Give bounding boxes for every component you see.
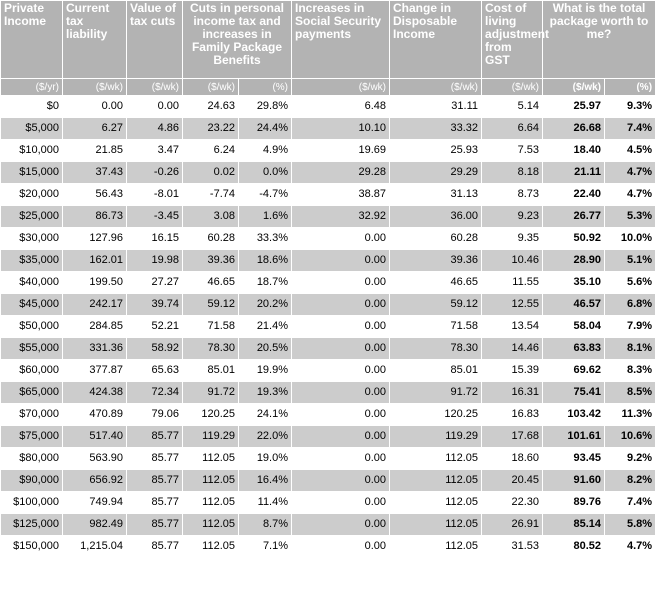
cell-cuts-personal: 112.05 <box>183 448 239 470</box>
cell-tax-cuts: 58.92 <box>127 338 183 360</box>
cell-ss-increase: 0.00 <box>292 272 390 294</box>
cell-gst-adjustment: 10.46 <box>482 250 543 272</box>
cell-cuts-personal-pct: 19.9% <box>239 360 292 382</box>
cell-total-value: 22.40 <box>543 184 605 206</box>
cell-gst-adjustment: 22.30 <box>482 492 543 514</box>
cell-total-value: 21.11 <box>543 162 605 184</box>
table-row <box>1 492 656 514</box>
cell-cuts-personal-pct: 0.0% <box>239 162 292 184</box>
table-row <box>1 536 656 558</box>
cell-private-income: $0 <box>1 96 63 118</box>
unit-wk-5: ($/wk) <box>390 79 482 96</box>
cell-tax-cuts: 65.63 <box>127 360 183 382</box>
cell-current-tax: 517.40 <box>63 426 127 448</box>
cell-total-value: 103.42 <box>543 404 605 426</box>
cell-cuts-personal-pct: 20.5% <box>239 338 292 360</box>
cell-gst-adjustment: 26.91 <box>482 514 543 536</box>
cell-disposable-change: 112.05 <box>390 536 482 558</box>
cell-tax-cuts: 19.98 <box>127 250 183 272</box>
cell-disposable-change: 39.36 <box>390 250 482 272</box>
cell-cuts-personal-pct: -4.7% <box>239 184 292 206</box>
cell-cuts-personal-pct: 18.6% <box>239 250 292 272</box>
cell-disposable-change: 31.11 <box>390 96 482 118</box>
cell-disposable-change: 29.29 <box>390 162 482 184</box>
cell-total-value: 101.61 <box>543 426 605 448</box>
cell-cuts-personal: 112.05 <box>183 514 239 536</box>
cell-cuts-personal-pct: 8.7% <box>239 514 292 536</box>
cell-disposable-change: 112.05 <box>390 470 482 492</box>
cell-ss-increase: 0.00 <box>292 338 390 360</box>
cell-ss-increase: 6.48 <box>292 96 390 118</box>
cell-private-income: $55,000 <box>1 338 63 360</box>
table-row <box>1 140 656 162</box>
cell-current-tax: 199.50 <box>63 272 127 294</box>
cell-total-pct: 8.2% <box>605 470 656 492</box>
cell-private-income: $100,000 <box>1 492 63 514</box>
cell-total-value: 63.83 <box>543 338 605 360</box>
cell-private-income: $15,000 <box>1 162 63 184</box>
cell-current-tax: 86.73 <box>63 206 127 228</box>
cell-disposable-change: 85.01 <box>390 360 482 382</box>
cell-disposable-change: 112.05 <box>390 448 482 470</box>
cell-ss-increase: 0.00 <box>292 294 390 316</box>
cell-total-value: 75.41 <box>543 382 605 404</box>
header-total: What is the total package worth to me? <box>543 1 656 79</box>
cell-current-tax: 242.17 <box>63 294 127 316</box>
cell-tax-cuts: 85.77 <box>127 536 183 558</box>
cell-gst-adjustment: 16.31 <box>482 382 543 404</box>
cell-gst-adjustment: 6.64 <box>482 118 543 140</box>
cell-disposable-change: 59.12 <box>390 294 482 316</box>
unit-yr: ($/yr) <box>1 79 63 96</box>
cell-cuts-personal-pct: 22.0% <box>239 426 292 448</box>
cell-disposable-change: 25.93 <box>390 140 482 162</box>
cell-total-pct: 8.1% <box>605 338 656 360</box>
cell-total-pct: 7.4% <box>605 492 656 514</box>
cell-current-tax: 563.90 <box>63 448 127 470</box>
cell-current-tax: 982.49 <box>63 514 127 536</box>
cell-cuts-personal: 24.63 <box>183 96 239 118</box>
cell-total-value: 18.40 <box>543 140 605 162</box>
cell-private-income: $90,000 <box>1 470 63 492</box>
cell-disposable-change: 36.00 <box>390 206 482 228</box>
cell-ss-increase: 0.00 <box>292 316 390 338</box>
cell-total-value: 69.62 <box>543 360 605 382</box>
cell-total-pct: 4.7% <box>605 162 656 184</box>
cell-gst-adjustment: 5.14 <box>482 96 543 118</box>
cell-total-value: 28.90 <box>543 250 605 272</box>
cell-ss-increase: 19.69 <box>292 140 390 162</box>
cell-total-pct: 11.3% <box>605 404 656 426</box>
cell-gst-adjustment: 31.53 <box>482 536 543 558</box>
cell-tax-cuts: 85.77 <box>127 426 183 448</box>
cell-tax-cuts: 85.77 <box>127 470 183 492</box>
cell-total-value: 85.14 <box>543 514 605 536</box>
cell-cuts-personal-pct: 11.4% <box>239 492 292 514</box>
cell-private-income: $80,000 <box>1 448 63 470</box>
cell-current-tax: 162.01 <box>63 250 127 272</box>
cell-cuts-personal: 3.08 <box>183 206 239 228</box>
cell-current-tax: 37.43 <box>63 162 127 184</box>
cell-private-income: $5,000 <box>1 118 63 140</box>
cell-current-tax: 56.43 <box>63 184 127 206</box>
cell-current-tax: 749.94 <box>63 492 127 514</box>
cell-tax-cuts: 3.47 <box>127 140 183 162</box>
cell-tax-cuts: 52.21 <box>127 316 183 338</box>
cell-total-value: 89.76 <box>543 492 605 514</box>
cell-cuts-personal: 112.05 <box>183 470 239 492</box>
cell-ss-increase: 0.00 <box>292 250 390 272</box>
cell-disposable-change: 120.25 <box>390 404 482 426</box>
cell-cuts-personal: -7.74 <box>183 184 239 206</box>
header-disposable: Change in Disposable Income <box>390 1 482 79</box>
cell-current-tax: 6.27 <box>63 118 127 140</box>
cell-private-income: $125,000 <box>1 514 63 536</box>
cell-total-pct: 8.3% <box>605 360 656 382</box>
cell-cuts-personal-pct: 33.3% <box>239 228 292 250</box>
table-row <box>1 448 656 470</box>
unit-wk-6: ($/wk) <box>482 79 543 96</box>
cell-ss-increase: 0.00 <box>292 492 390 514</box>
cell-tax-cuts: 85.77 <box>127 514 183 536</box>
table-row <box>1 250 656 272</box>
cell-disposable-change: 112.05 <box>390 514 482 536</box>
cell-total-pct: 9.3% <box>605 96 656 118</box>
table-row <box>1 184 656 206</box>
cell-gst-adjustment: 20.45 <box>482 470 543 492</box>
cell-cuts-personal: 71.58 <box>183 316 239 338</box>
cell-current-tax: 127.96 <box>63 228 127 250</box>
cell-gst-adjustment: 8.73 <box>482 184 543 206</box>
cell-cuts-personal-pct: 24.4% <box>239 118 292 140</box>
header-tax-cuts: Value of tax cuts <box>127 1 183 79</box>
cell-private-income: $40,000 <box>1 272 63 294</box>
cell-private-income: $45,000 <box>1 294 63 316</box>
cell-disposable-change: 46.65 <box>390 272 482 294</box>
cell-cuts-personal: 60.28 <box>183 228 239 250</box>
cell-gst-adjustment: 16.83 <box>482 404 543 426</box>
cell-private-income: $75,000 <box>1 426 63 448</box>
cell-total-pct: 4.7% <box>605 536 656 558</box>
unit-pct-1: (%) <box>239 79 292 96</box>
cell-tax-cuts: 16.15 <box>127 228 183 250</box>
cell-cuts-personal: 112.05 <box>183 536 239 558</box>
cell-total-pct: 6.8% <box>605 294 656 316</box>
cell-tax-cuts: 4.86 <box>127 118 183 140</box>
cell-total-value: 50.92 <box>543 228 605 250</box>
cell-cuts-personal-pct: 21.4% <box>239 316 292 338</box>
cell-cuts-personal-pct: 18.7% <box>239 272 292 294</box>
cell-tax-cuts: 85.77 <box>127 448 183 470</box>
cell-cuts-personal: 120.25 <box>183 404 239 426</box>
table-row <box>1 206 656 228</box>
header-ss-increase: Increases in Social Security payments <box>292 1 390 79</box>
cell-gst-adjustment: 11.55 <box>482 272 543 294</box>
header-gst: Cost of living adjustment from GST <box>482 1 543 79</box>
cell-disposable-change: 112.05 <box>390 492 482 514</box>
cell-total-value: 91.60 <box>543 470 605 492</box>
cell-current-tax: 284.85 <box>63 316 127 338</box>
unit-wk-4: ($/wk) <box>292 79 390 96</box>
cell-ss-increase: 0.00 <box>292 360 390 382</box>
cell-total-pct: 8.5% <box>605 382 656 404</box>
cell-cuts-personal-pct: 29.8% <box>239 96 292 118</box>
cell-total-pct: 9.2% <box>605 448 656 470</box>
header-current-tax: Current tax liability <box>63 1 127 79</box>
table-row <box>1 338 656 360</box>
cell-ss-increase: 10.10 <box>292 118 390 140</box>
cell-ss-increase: 0.00 <box>292 448 390 470</box>
cell-total-pct: 10.0% <box>605 228 656 250</box>
cell-current-tax: 21.85 <box>63 140 127 162</box>
cell-private-income: $20,000 <box>1 184 63 206</box>
cell-ss-increase: 0.00 <box>292 228 390 250</box>
cell-tax-cuts: 79.06 <box>127 404 183 426</box>
units-row <box>1 79 656 96</box>
cell-private-income: $30,000 <box>1 228 63 250</box>
cell-current-tax: 656.92 <box>63 470 127 492</box>
cell-tax-cuts: -3.45 <box>127 206 183 228</box>
cell-gst-adjustment: 8.18 <box>482 162 543 184</box>
cell-disposable-change: 71.58 <box>390 316 482 338</box>
cell-cuts-personal: 46.65 <box>183 272 239 294</box>
unit-wk-2: ($/wk) <box>127 79 183 96</box>
cell-cuts-personal: 112.05 <box>183 492 239 514</box>
cell-ss-increase: 0.00 <box>292 404 390 426</box>
cell-current-tax: 1,215.04 <box>63 536 127 558</box>
cell-gst-adjustment: 13.54 <box>482 316 543 338</box>
cell-gst-adjustment: 14.46 <box>482 338 543 360</box>
table-row <box>1 272 656 294</box>
cell-current-tax: 470.89 <box>63 404 127 426</box>
cell-cuts-personal: 59.12 <box>183 294 239 316</box>
cell-current-tax: 377.87 <box>63 360 127 382</box>
cell-tax-cuts: -8.01 <box>127 184 183 206</box>
cell-cuts-personal: 6.24 <box>183 140 239 162</box>
cell-disposable-change: 60.28 <box>390 228 482 250</box>
table-body <box>1 96 656 558</box>
cell-gst-adjustment: 17.68 <box>482 426 543 448</box>
cell-disposable-change: 33.32 <box>390 118 482 140</box>
unit-wk-1: ($/wk) <box>63 79 127 96</box>
cell-cuts-personal: 91.72 <box>183 382 239 404</box>
cell-cuts-personal-pct: 7.1% <box>239 536 292 558</box>
cell-disposable-change: 31.13 <box>390 184 482 206</box>
table-row <box>1 360 656 382</box>
cell-ss-increase: 0.00 <box>292 470 390 492</box>
cell-total-pct: 10.6% <box>605 426 656 448</box>
cell-cuts-personal: 119.29 <box>183 426 239 448</box>
cell-total-pct: 5.8% <box>605 514 656 536</box>
cell-gst-adjustment: 18.60 <box>482 448 543 470</box>
cell-current-tax: 424.38 <box>63 382 127 404</box>
cell-tax-cuts: 39.74 <box>127 294 183 316</box>
table-row <box>1 404 656 426</box>
cell-cuts-personal: 0.02 <box>183 162 239 184</box>
cell-total-pct: 7.9% <box>605 316 656 338</box>
header-private-income: Private Income <box>1 1 63 79</box>
unit-pct-2: (%) <box>605 79 656 96</box>
cell-total-pct: 5.3% <box>605 206 656 228</box>
cell-private-income: $70,000 <box>1 404 63 426</box>
cell-current-tax: 0.00 <box>63 96 127 118</box>
cell-total-pct: 5.6% <box>605 272 656 294</box>
cell-ss-increase: 0.00 <box>292 536 390 558</box>
table-row <box>1 382 656 404</box>
table-row <box>1 118 656 140</box>
cell-tax-cuts: 72.34 <box>127 382 183 404</box>
table-row <box>1 162 656 184</box>
cell-disposable-change: 78.30 <box>390 338 482 360</box>
unit-wk-3: ($/wk) <box>183 79 239 96</box>
cell-private-income: $50,000 <box>1 316 63 338</box>
table-row <box>1 294 656 316</box>
unit-wk-7: ($/wk) <box>543 79 605 96</box>
cell-private-income: $65,000 <box>1 382 63 404</box>
header-row <box>1 1 656 79</box>
cell-gst-adjustment: 12.55 <box>482 294 543 316</box>
table-row <box>1 514 656 536</box>
cell-disposable-change: 91.72 <box>390 382 482 404</box>
cell-cuts-personal-pct: 19.0% <box>239 448 292 470</box>
cell-tax-cuts: 0.00 <box>127 96 183 118</box>
cell-ss-increase: 29.28 <box>292 162 390 184</box>
cell-ss-increase: 0.00 <box>292 514 390 536</box>
cell-total-pct: 7.4% <box>605 118 656 140</box>
cell-tax-cuts: -0.26 <box>127 162 183 184</box>
cell-disposable-change: 119.29 <box>390 426 482 448</box>
cell-cuts-personal-pct: 16.4% <box>239 470 292 492</box>
cell-gst-adjustment: 9.35 <box>482 228 543 250</box>
cell-cuts-personal: 39.36 <box>183 250 239 272</box>
cell-ss-increase: 38.87 <box>292 184 390 206</box>
cell-ss-increase: 32.92 <box>292 206 390 228</box>
cell-gst-adjustment: 15.39 <box>482 360 543 382</box>
cell-cuts-personal: 85.01 <box>183 360 239 382</box>
cell-cuts-personal: 78.30 <box>183 338 239 360</box>
cell-total-value: 25.97 <box>543 96 605 118</box>
cell-total-value: 46.57 <box>543 294 605 316</box>
cell-total-value: 35.10 <box>543 272 605 294</box>
cell-total-value: 93.45 <box>543 448 605 470</box>
cell-gst-adjustment: 7.53 <box>482 140 543 162</box>
table-row <box>1 228 656 250</box>
cell-total-pct: 4.5% <box>605 140 656 162</box>
cell-total-value: 26.77 <box>543 206 605 228</box>
cell-cuts-personal-pct: 1.6% <box>239 206 292 228</box>
cell-ss-increase: 0.00 <box>292 382 390 404</box>
cell-total-value: 80.52 <box>543 536 605 558</box>
table-row <box>1 470 656 492</box>
cell-current-tax: 331.36 <box>63 338 127 360</box>
cell-ss-increase: 0.00 <box>292 426 390 448</box>
cell-tax-cuts: 27.27 <box>127 272 183 294</box>
header-cuts-personal: Cuts in personal income tax and increases in Family Package Benefits <box>183 1 292 79</box>
cell-cuts-personal-pct: 4.9% <box>239 140 292 162</box>
table-row <box>1 96 656 118</box>
cell-cuts-personal-pct: 24.1% <box>239 404 292 426</box>
cell-gst-adjustment: 9.23 <box>482 206 543 228</box>
cell-cuts-personal: 23.22 <box>183 118 239 140</box>
table-row <box>1 426 656 448</box>
cell-total-value: 26.68 <box>543 118 605 140</box>
cell-cuts-personal-pct: 20.2% <box>239 294 292 316</box>
cell-private-income: $60,000 <box>1 360 63 382</box>
cell-private-income: $10,000 <box>1 140 63 162</box>
table-row <box>1 316 656 338</box>
cell-private-income: $35,000 <box>1 250 63 272</box>
cell-total-pct: 4.7% <box>605 184 656 206</box>
cell-tax-cuts: 85.77 <box>127 492 183 514</box>
cell-private-income: $150,000 <box>1 536 63 558</box>
cell-total-value: 58.04 <box>543 316 605 338</box>
cell-cuts-personal-pct: 19.3% <box>239 382 292 404</box>
cell-total-pct: 5.1% <box>605 250 656 272</box>
cell-private-income: $25,000 <box>1 206 63 228</box>
